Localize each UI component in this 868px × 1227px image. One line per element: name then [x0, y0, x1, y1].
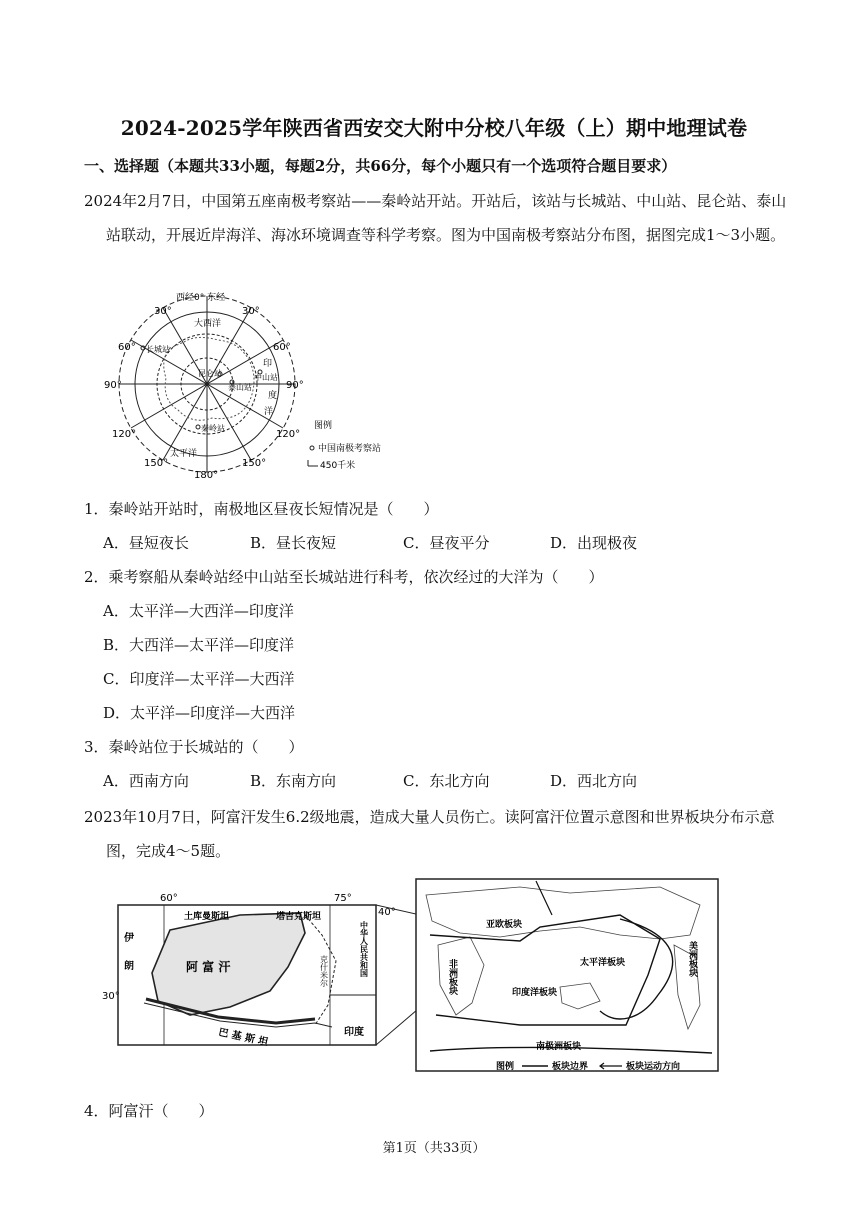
q2-option-c[interactable]: C．印度洋—太平洋—大西洋 [103, 670, 295, 688]
plate-antarctic: 南极洲板块 [536, 1042, 582, 1052]
country-iran-1: 伊 [124, 933, 134, 944]
page-title: 2024-2025学年陕西省西安交大附中分校八年级（上）期中地理试卷 [120, 116, 748, 140]
lon-label-l30: 30° [154, 306, 172, 317]
q2-option-b[interactable]: B．大西洋—太平洋—印度洋 [103, 636, 295, 654]
station-taishan: 泰山站 [228, 383, 252, 392]
intro-text-2: 2023年10月7日，阿富汗发生6.2级地震，造成大量人员伤亡。读阿富汗位置示意图和世界板块分布示意图，完成4～5题。 [84, 808, 775, 860]
plate-african: 非洲板块 [447, 959, 457, 995]
page-footer: 第1页（共33页） [382, 1141, 486, 1156]
plate-eurasian: 亚欧板块 [486, 920, 523, 930]
q1-option-b[interactable]: B．昼长夜短 [250, 534, 337, 552]
question-4: 4．阿富汗（ ） [84, 1102, 214, 1120]
afg-lat-30: 30° [102, 991, 120, 1002]
lon-label-r150: 150° [242, 458, 267, 469]
station-kunlun: 昆仑站 [198, 369, 222, 378]
legend-station-label: 中国南极考察站 [318, 444, 382, 454]
legend-scale: 450千米 [320, 461, 356, 471]
lon-label-r120: 120° [276, 429, 301, 440]
ocean-pacific: 太平洋 [170, 449, 198, 459]
world-plates-map [416, 879, 718, 1072]
country-china: 中华人民共和国 [359, 921, 369, 977]
lon-label-l60: 60° [118, 342, 136, 353]
q1-option-d[interactable]: D．出现极夜 [550, 534, 638, 552]
ocean-indian-2: 度 [268, 391, 278, 401]
q3-option-c[interactable]: C．东北方向 [403, 772, 490, 790]
country-pakistan: 巴 基 斯 坦 [217, 1027, 270, 1049]
country-tajikistan: 塔吉克斯坦 [276, 912, 322, 922]
lon-label-l150: 150° [144, 458, 169, 469]
country-afghanistan: 阿 富 汗 [186, 960, 231, 974]
country-iran-2: 朗 [124, 961, 134, 972]
plate-indian: 印度洋板块 [512, 988, 558, 998]
plate-pacific: 太平洋板块 [580, 958, 626, 968]
afg-lat-40: 40° [378, 907, 396, 918]
legend-station-symbol [310, 446, 314, 450]
ocean-indian-1: 印 [263, 359, 273, 369]
question-2: 2．乘考察船从秦岭站经中山站至长城站进行科考，依次经过的大洋为（ ） [84, 568, 604, 586]
q1-option-a[interactable]: A．昼短夜长 [103, 534, 189, 552]
afghanistan-plates-figure [100, 875, 730, 1090]
q3-option-d[interactable]: D．西北方向 [550, 772, 638, 790]
station-zhongshan: 中山站 [254, 373, 278, 382]
intro-paragraph-2 [84, 800, 790, 868]
station-qinling: 秦岭站 [201, 424, 225, 433]
region-kashmir: 克什米尔 [319, 955, 329, 987]
antarctic-station-map [100, 290, 400, 480]
ocean-atlantic: 大西洋 [194, 319, 222, 329]
q1-option-c[interactable]: C．昼夜平分 [403, 534, 490, 552]
q3-option-b[interactable]: B．东南方向 [250, 772, 337, 790]
lon-label-l180: 180° [194, 470, 219, 480]
station-marker-qinling [196, 425, 200, 429]
lon-label-l120: 120° [112, 429, 137, 440]
afghanistan-location-map [102, 893, 396, 1048]
lon-label-r60: 60° [273, 342, 291, 353]
country-turkmenistan: 土库曼斯坦 [184, 912, 230, 922]
plate-american: 美洲板块 [687, 941, 697, 977]
lon-top-label: 西经0° 东经 [176, 293, 226, 303]
legend-title: 图例 [314, 421, 333, 431]
station-changcheng: 长城站 [146, 345, 170, 354]
lon-label-l90: 90° [104, 380, 122, 391]
country-india: 印度 [344, 1027, 364, 1038]
section-heading: 一、选择题（本题共33小题，每题2分，共66分，每个小题只有一个选项符合题目要求） [84, 157, 677, 175]
lon-label-r30: 30° [242, 306, 260, 317]
intro-text-1: 2024年2月7日，中国第五座南极考察站——秦岭站开站。开站后，该站与长城站、中山站、昆仑站、泰山站联动，开展近岸海洋、海冰环境调查等科学考察。图为中国南极考察站分布图，据图完成1～3小题。 [84, 192, 787, 244]
q2-option-d[interactable]: D．太平洋—印度洋—大西洋 [103, 704, 296, 722]
question-3: 3．秦岭站位于长城站的（ ） [84, 738, 304, 756]
q3-option-a[interactable]: A．西南方向 [103, 772, 189, 790]
question-1: 1．秦岭站开站时，南极地区昼夜长短情况是（ ） [84, 500, 439, 518]
plate-legend-title: 图例 [496, 1062, 515, 1072]
q2-option-a[interactable]: A．太平洋—大西洋—印度洋 [103, 602, 294, 620]
afg-lon-75: 75° [334, 893, 352, 904]
intro-paragraph-1 [84, 184, 790, 252]
afg-lon-60: 60° [160, 893, 178, 904]
plate-legend-boundary: 板块边界 [552, 1062, 589, 1072]
lon-label-r90: 90° [286, 380, 304, 391]
plate-legend-direction: 板块运动方向 [626, 1062, 681, 1072]
ocean-indian-3: 洋 [264, 407, 274, 417]
